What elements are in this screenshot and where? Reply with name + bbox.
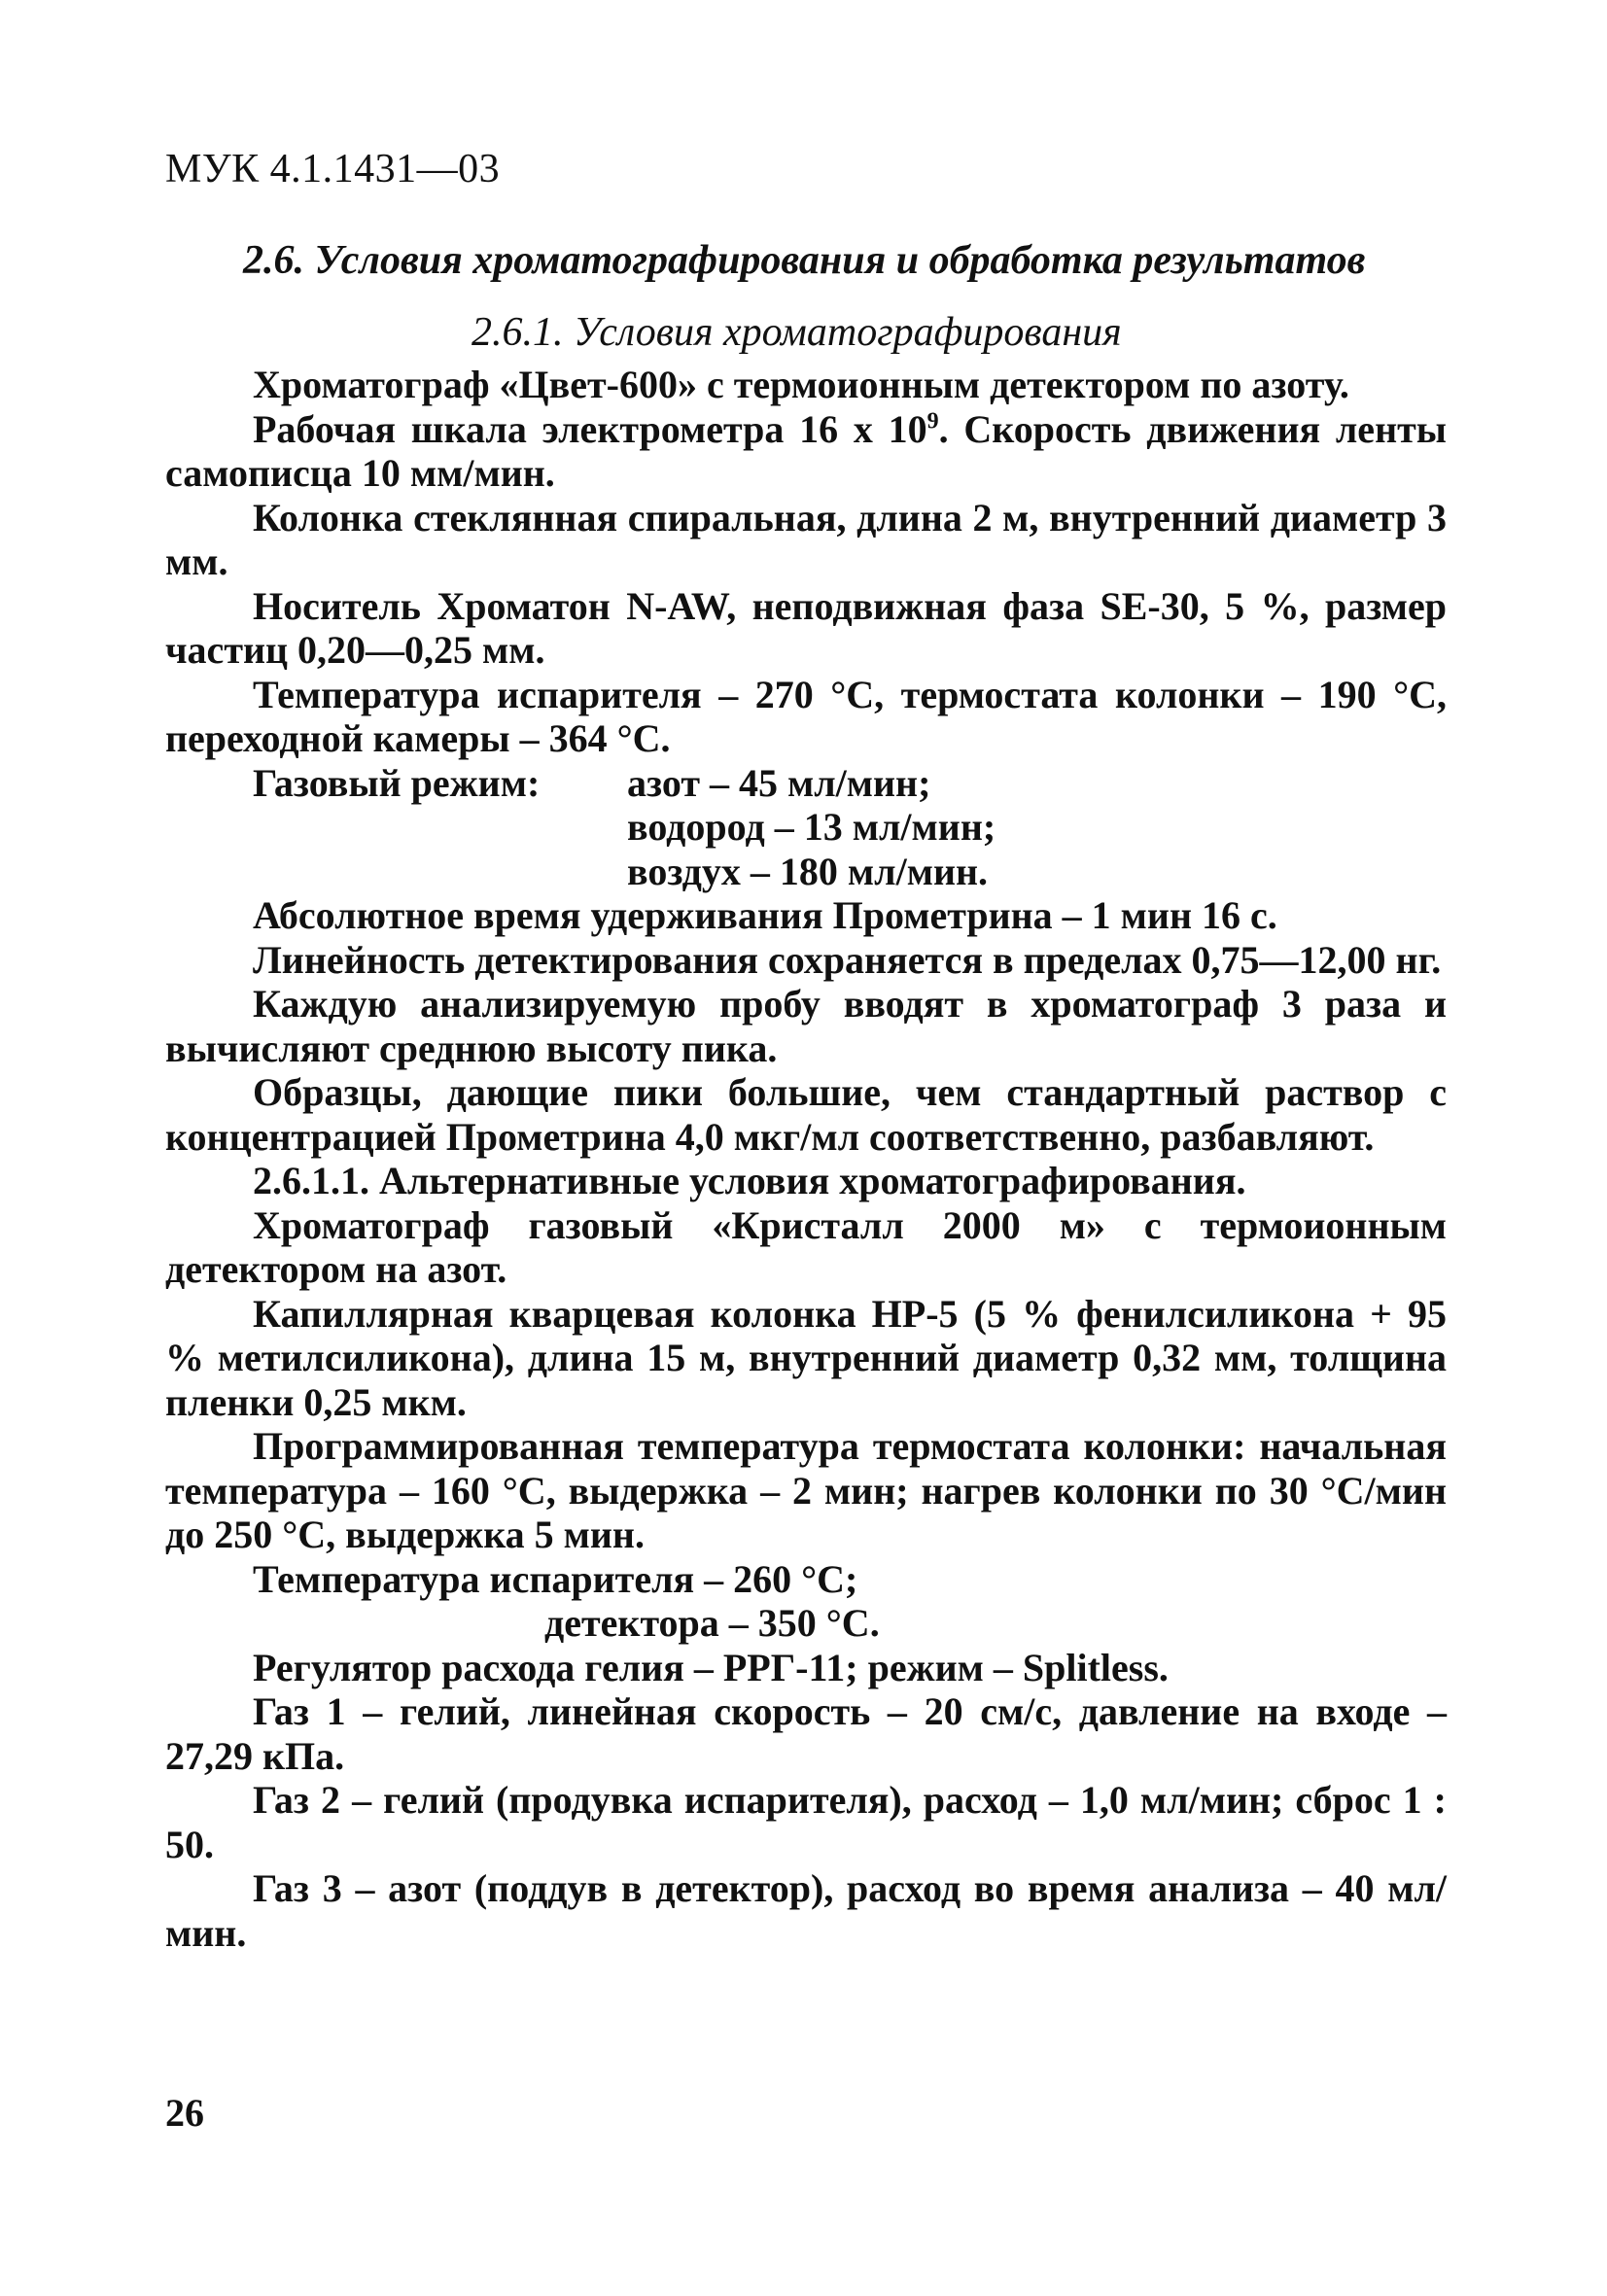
electrometer-text-a: Рабочая шкала электрометра 16 х 10 (253, 406, 927, 451)
temperature-row-2 (165, 1601, 1447, 1646)
gas-hydrogen: водород – 13 мл/мин; (627, 805, 996, 849)
paragraph-gas-2: Газ 2 – гелий (продувка испарителя), расход – 1,0 мл/мин; сброс 1 : 50. (165, 1778, 1447, 1866)
paragraph-injection: Каждую анализируемую пробу вводят в хроматограф 3 раза и вычисляют среднюю высоту пика. (165, 982, 1447, 1070)
gas-mode-label: Газовый режим: (253, 760, 541, 805)
paragraph-electrometer-scale (165, 407, 1447, 496)
temperature-row-1 (165, 1557, 1447, 1602)
paragraph-programmed-temperature: Программированная температура термостата колонки: начальная температура – 160 °С, выдержка – 2 мин; нагрев колонки по 30 °С/мин до 250 °С, выдержка 5 мин. (165, 1424, 1447, 1556)
paragraph-alternative-heading: 2.6.1.1. Альтернативные условия хроматографирования. (253, 1159, 1246, 1202)
paragraph-capillary-column: Капиллярная кварцевая колонка HP-5 (5 % фенилсиликона + 95 % метилсиликона), длина 15 м, внутренний диаметр 0,32 мм, толщина пленки 0,25 мкм. (165, 1291, 1447, 1424)
detector-temperature: детектора – 350 °С. (544, 1601, 880, 1645)
document-code: МУК 4.1.1431—03 (165, 147, 501, 191)
page-number: 26 (165, 2091, 204, 2135)
paragraph-column: Колонка стеклянная спиральная, длина 2 м, внутренний диаметр 3 мм. (165, 495, 1447, 583)
subsection-title: 2.6.1. Условия хроматографирования (472, 310, 1122, 355)
gas-air: воздух – 180 мл/мин. (627, 849, 989, 893)
section-title: 2.6. Условия хроматографирования и обработка результатов (243, 238, 1366, 283)
evaporator-temperature: Температура испарителя – 260 °С; (253, 1556, 858, 1601)
electrometer-exponent: 9 (926, 408, 939, 435)
paragraph-dilution: Образцы, дающие пики большие, чем стандартный раствор с концентрацией Прометрина 4,0 мкг/мл соответственно, разбавляют. (165, 1070, 1447, 1159)
gas-nitrogen: азот – 45 мл/мин; (627, 760, 931, 805)
paragraph-linearity: Линейность детектирования сохраняется в пределах 0,75—12,00 нг. (253, 937, 1442, 982)
paragraph-carrier: Носитель Хроматон N-AW, неподвижная фаза SE-30, 5 %, размер частиц 0,20—0,25 мм. (165, 583, 1447, 672)
gas-mode-row-3 (165, 850, 1447, 894)
paragraph-gas-3: Газ 3 – азот (поддув в детектор), расход во время анализа – 40 мл/мин. (165, 1866, 1447, 1955)
paragraph-chromatograph: Хроматограф «Цвет-600» с термоионным детектором по азоту. (253, 363, 1349, 406)
gas-mode-row-1 (165, 761, 1447, 806)
paragraph-helium-regulator: Регулятор расхода гелия – РРГ-11; режим – Splitless. (253, 1645, 1169, 1689)
paragraph-gas-1: Газ 1 – гелий, линейная скорость – 20 см/с, давление на входе – 27,29 кПа. (165, 1689, 1447, 1778)
body-text (165, 363, 1447, 1955)
paragraph-retention-time: Абсолютное время удерживания Прометрина – 1 мин 16 с. (253, 893, 1277, 937)
electrometer-text-b: . Скорость движения ленты самописца 10 мм/мин. (165, 406, 1447, 495)
paragraph-alt-chromatograph: Хроматограф газовый «Кристалл 2000 м» с термоионным детектором на азот. (165, 1202, 1447, 1291)
gas-mode-row-2 (165, 805, 1447, 850)
paragraph-temperatures: Температура испарителя – 270 °С, термостата колонки – 190 °С, переходной камеры – 364 °С. (165, 672, 1447, 760)
